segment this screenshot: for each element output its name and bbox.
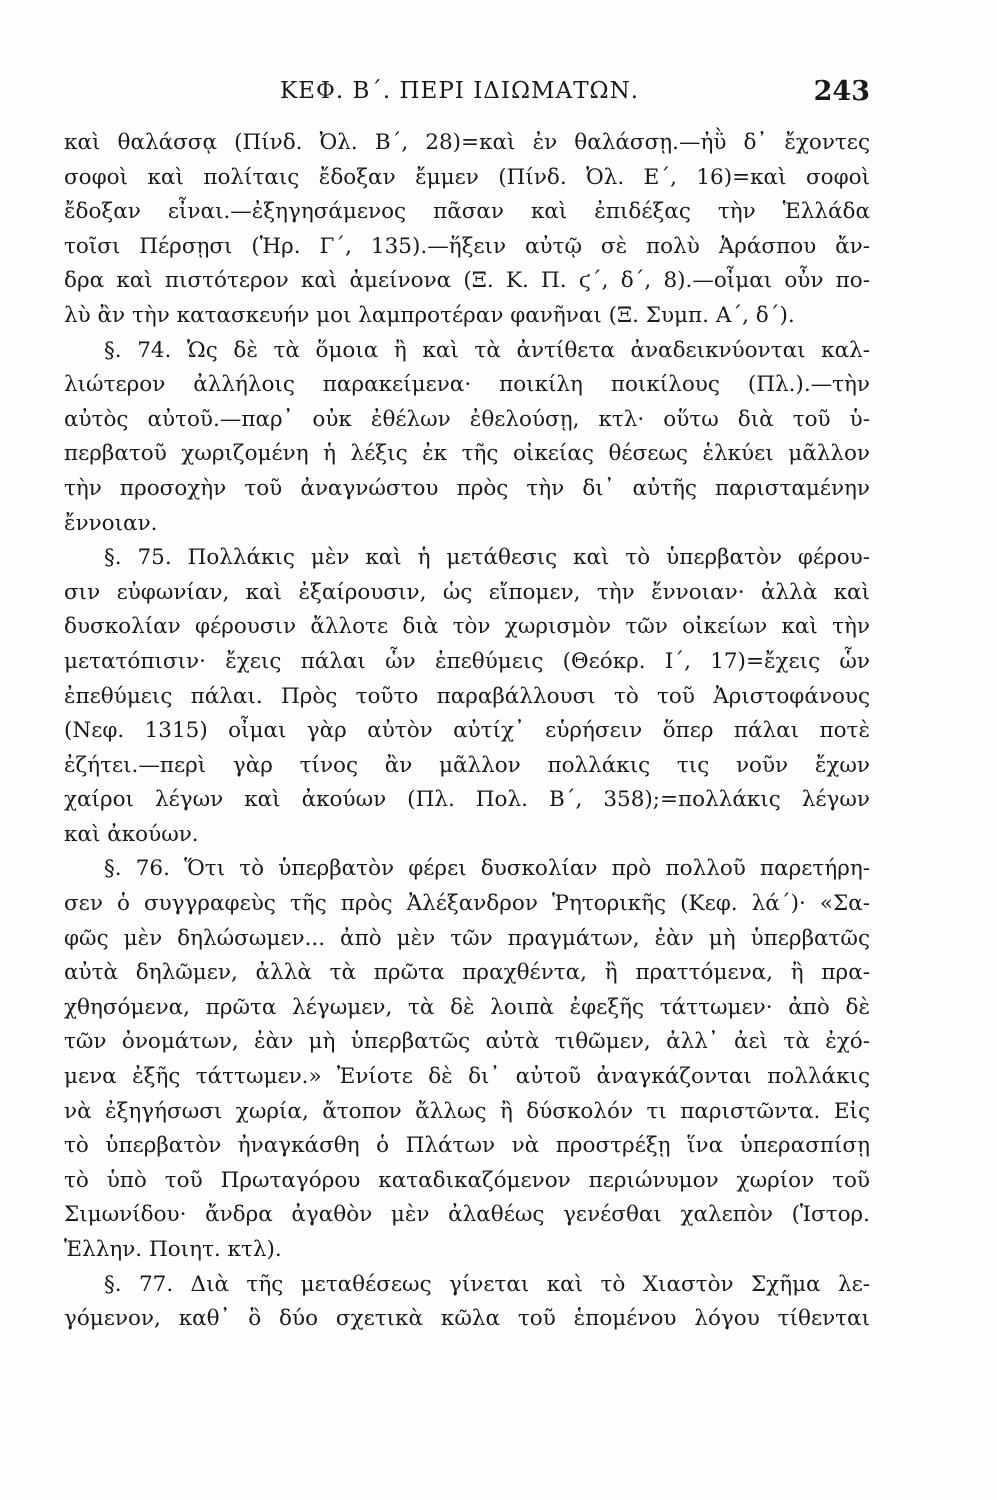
text-line: ἔδοξαν εἶναι.—ἐξηγησάμενος πᾶσαν καὶ ἐπιδέξας τὴν Ἑλλάδα	[64, 199, 870, 225]
section-75-heading-line: §. 75. Πολλάκις μὲν καὶ ἡ μετάθεσις καὶ τὸ ὑπερβατὸν φέρου-	[104, 545, 870, 571]
text-line: σεν ὁ συγγραφεὺς τῆς πρὸς Ἀλέξανδρον Ῥητορικῆς (Κεφ. λά΄)· «Σα-	[64, 891, 870, 917]
text-line: περβατοῦ χωριζομένη ἡ λέξις ἐκ τῆς οἰκείας θέσεως ἑλκύει μᾶλλον	[64, 441, 870, 467]
text-line: μενα ἐξῆς τάττωμεν.» Ἐνίοτε δὲ δι᾽ αὐτοῦ ἀναγκάζονται πολλάκις	[64, 1064, 870, 1090]
text-line: Σιμωνίδου· ἄνδρα ἀγαθὸν μὲν ἀλαθέως γενέσθαι χαλεπὸν (Ἱστορ.	[64, 1202, 870, 1228]
text-line: γόμενον, καθ᾽ ὃ δύο σχετικὰ κῶλα τοῦ ἑπομένου λόγου τίθενται	[64, 1306, 870, 1332]
text-line: τῶν ὀνομάτων, ἐὰν μὴ ὑπερβατῶς αὐτὰ τιθῶμεν, ἀλλ᾽ ἀεὶ τὰ ἐχό-	[64, 1029, 870, 1055]
text-line: χθησόμενα, πρῶτα λέγωμεν, τὰ δὲ λοιπὰ ἐφεξῆς τάττωμεν· ἀπὸ δὲ	[64, 994, 870, 1020]
text-line: τοῖσι Πέρσῃσι (Ἡρ. Γ΄, 135).—ἥξειν αὐτῷ σὲ πολὺ Ἀράσπου ἄν-	[64, 233, 870, 259]
text-line: ἐζήτει.—περὶ γὰρ τίνος ἂν μᾶλλον πολλάκις τις νοῦν ἔχων	[64, 752, 870, 778]
running-head: ΚΕΦ. Β΄. ΠΕΡΙ ΙΔΙΩΜΑΤΩΝ.	[280, 78, 640, 104]
text-line: χαίροι λέγων καὶ ἀκούων (Πλ. Πολ. Β΄, 358);=πολλάκις λέγων	[64, 787, 870, 813]
text-line: φῶς μὲν δηλώσωμεν... ἀπὸ μὲν τῶν πραγμάτων, ἐὰν μὴ ὑπερβατῶς	[64, 925, 870, 951]
section-76-heading-line: §. 76. Ὅτι τὸ ὑπερβατὸν φέρει δυσκολίαν πρὸ πολλοῦ παρετήρη-	[104, 856, 870, 882]
text-line: λιώτερον ἀλλήλοις παρακείμενα· ποικίλη ποικίλους (Πλ.).—τὴν	[64, 372, 870, 398]
text-line: σοφοὶ καὶ πολίταις ἔδοξαν ἔμμεν (Πίνδ. Ὀλ. Ε΄, 16)=καὶ σοφοὶ	[64, 164, 870, 190]
page-header	[280, 76, 870, 116]
text-line: νὰ ἐξηγήσωσι χωρία, ἄτοπον ἄλλως ἢ δύσκολόν τι παριστῶντα. Εἰς	[64, 1098, 870, 1124]
text-line: λὺ ἂν τὴν κατασκευήν μοι λαμπροτέραν φανῆναι (Ξ. Συμπ. Α΄, δ΄).	[64, 302, 795, 328]
body-text	[64, 126, 870, 1426]
text-line: ἐπεθύμεις πάλαι. Πρὸς τοῦτο παραβάλλουσι τὸ τοῦ Ἀριστοφάνους	[64, 683, 870, 709]
text-line: ἔννοιαν.	[64, 510, 158, 536]
text-line: τὸ ὑπερβατὸν ἠναγκάσθη ὁ Πλάτων νὰ προστρέξῃ ἵνα ὑπερασπίσῃ	[64, 1133, 870, 1159]
text-line: Ἑλλην. Ποιητ. κτλ).	[64, 1237, 282, 1262]
text-line: (Νεφ. 1315) οἶμαι γὰρ αὐτὸν αὐτίχ᾽ εὑρήσειν ὅπερ πάλαι ποτὲ	[64, 718, 870, 744]
text-line: δρα καὶ πιστότερον καὶ ἀμείνονα (Ξ. Κ. Π. ϛ΄, δ΄, 8).—οἶμαι οὖν πο-	[64, 268, 870, 294]
text-line: τὴν προσοχὴν τοῦ ἀναγνώστου πρὸς τὴν δι᾽ αὐτῆς παρισταμένην	[64, 475, 870, 501]
text-line: μετατόπισιν· ἔχεις πάλαι ὧν ἐπεθύμεις (Θεόκρ. Ι΄, 17)=ἔχεις ὧν	[64, 648, 870, 674]
text-line: αὐτὰ δηλῶμεν, ἀλλὰ τὰ πρῶτα πραχθέντα, ἢ πραττόμενα, ἢ πρα-	[64, 960, 870, 986]
text-line: δυσκολίαν φέρουσιν ἄλλοτε διὰ τὸν χωρισμὸν τῶν οἰκείων καὶ τὴν	[64, 614, 870, 640]
text-line: καὶ ἀκούων.	[64, 821, 199, 847]
section-77-heading-line: §. 77. Διὰ τῆς μεταθέσεως γίνεται καὶ τὸ Χιαστὸν Σχῆμα λε-	[104, 1271, 870, 1297]
section-74-heading-line: §. 74. Ὡς δὲ τὰ ὅμοια ἢ καὶ τὰ ἀντίθετα ἀναδεικνύονται καλ-	[104, 337, 870, 363]
text-line: αὐτὸς αὐτοῦ.—παρ᾽ οὐκ ἐθέλων ἐθελούσῃ, κτλ· οὕτω διὰ τοῦ ὑ-	[64, 406, 870, 432]
text-line: τὸ ὑπὸ τοῦ Πρωταγόρου καταδικαζόμενον περιώνυμον χωρίον τοῦ	[64, 1167, 870, 1193]
text-line: καὶ θαλάσσᾳ (Πίνδ. Ὀλ. Β΄, 28)=καὶ ἐν θαλάσσῃ.—ἠῢ δ᾽ ἔχοντες	[64, 130, 870, 155]
text-line: σιν εὐφωνίαν, καὶ ἐξαίρουσιν, ὡς εἴπομεν, τὴν ἔννοιαν· ἀλλὰ καὶ	[64, 579, 870, 605]
page-number: 243	[813, 76, 870, 107]
